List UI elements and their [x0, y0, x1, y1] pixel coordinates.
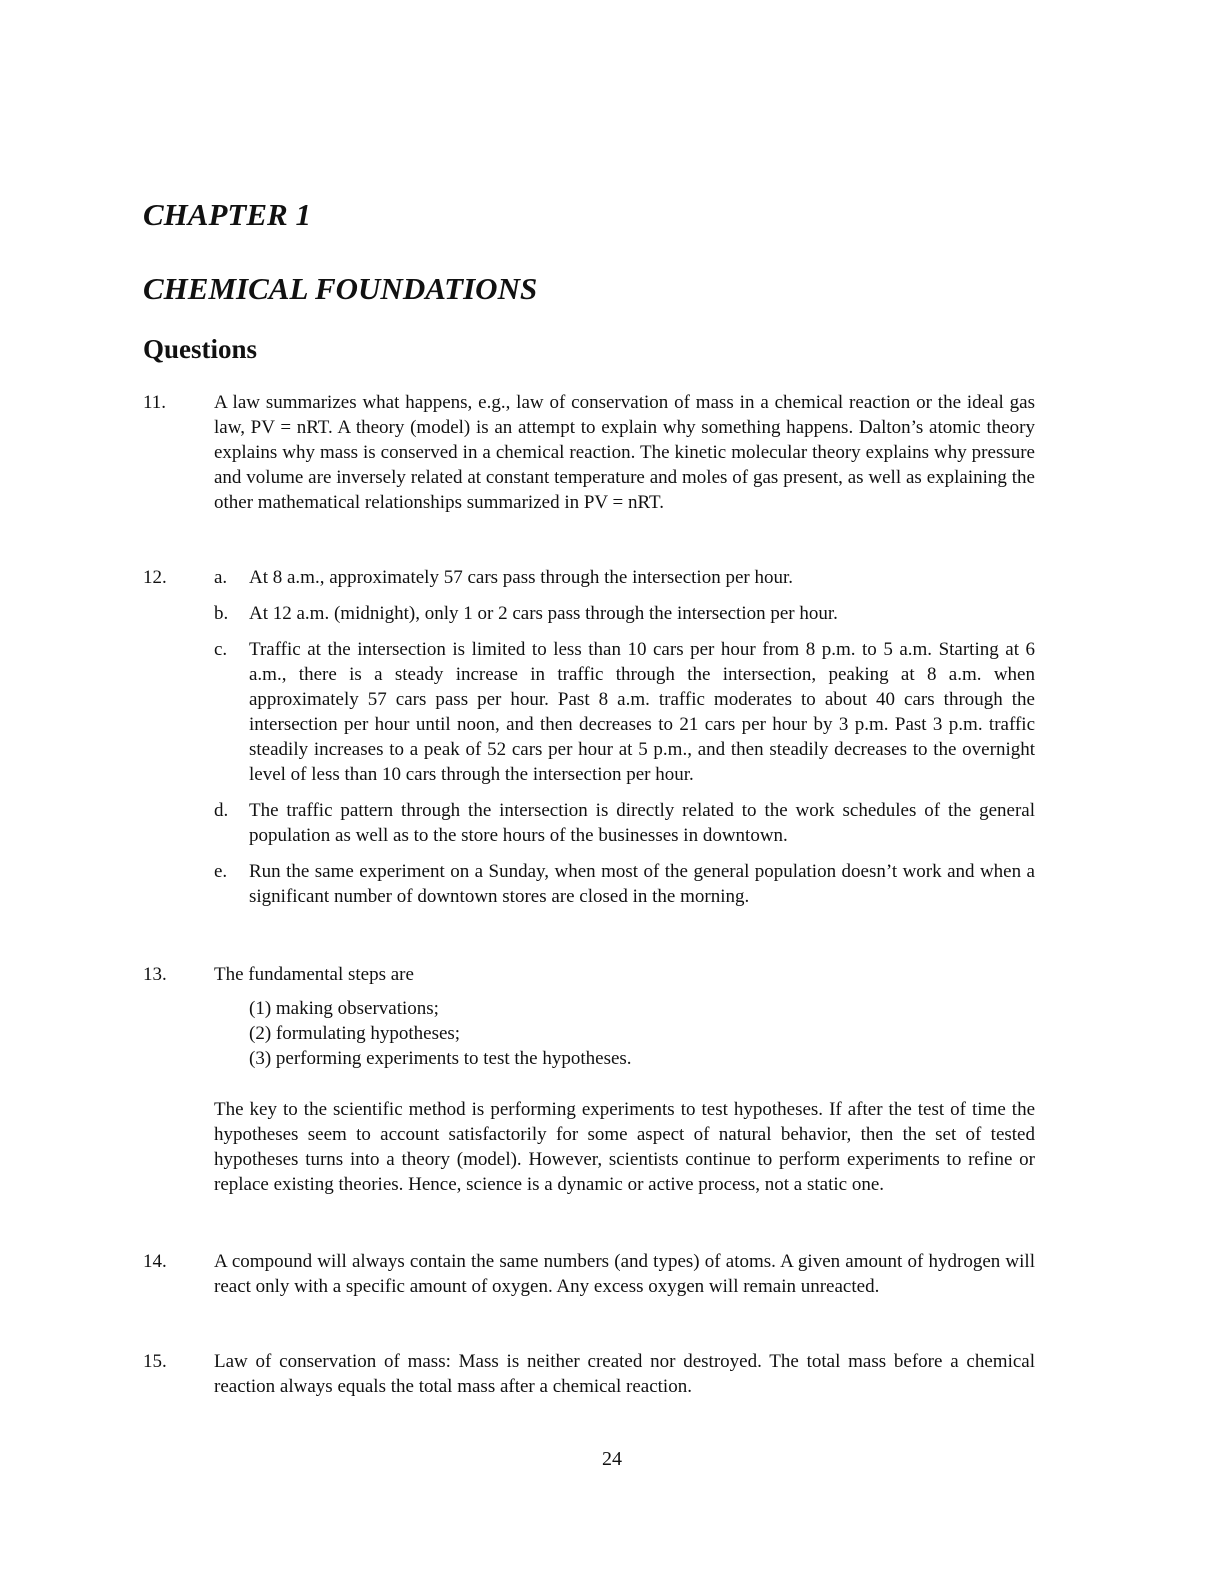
question-14 — [143, 1249, 1035, 1299]
question-conclusion: The key to the scientific method is performing experiments to test hypotheses. If after the test of time the hypotheses seem to account satisfactorily for some aspect of natural behavior, then the set of tested hypotheses turns into a theory (model). However, scientists continue to perform experiments to refine or replace existing theories. Hence, science is a dynamic or active process, not a static one. — [214, 1099, 1035, 1195]
question-15 — [143, 1349, 1035, 1399]
sub-question-e — [214, 859, 1035, 909]
page-number: 24 — [602, 1448, 622, 1470]
chapter-label: CHAPTER 1 — [143, 197, 311, 232]
sub-question-label: e. — [214, 861, 228, 882]
sub-question-text: Run the same experiment on a Sunday, when most of the general population doesn’t work and when a significant number of downtown stores are closed in the morning. — [249, 861, 1035, 907]
question-12 — [143, 565, 1035, 920]
sub-question-text: At 12 a.m. (midnight), only 1 or 2 cars pass through the intersection per hour. — [249, 603, 838, 624]
question-number: 13. — [143, 964, 167, 985]
sub-question-label: d. — [214, 800, 229, 821]
question-number: 11. — [143, 392, 167, 413]
sub-question-label: b. — [214, 603, 229, 624]
steps-list — [214, 996, 1035, 1071]
section-title: Questions — [143, 334, 258, 364]
step-item: (1) making observations; — [249, 998, 439, 1019]
question-number: 14. — [143, 1251, 167, 1272]
chapter-title: CHEMICAL FOUNDATIONS — [143, 271, 538, 306]
sub-question-a — [214, 565, 1035, 590]
step-item: (2) formulating hypotheses; — [249, 1023, 461, 1044]
sub-question-text: At 8 a.m., approximately 57 cars pass through the intersection per hour. — [249, 567, 794, 588]
sub-question-text: The traffic pattern through the intersection is directly related to the work schedules of the general population as well as to the store hours of the businesses in downtown. — [249, 800, 1035, 846]
question-number: 12. — [143, 567, 167, 588]
question-text: A compound will always contain the same numbers (and types) of atoms. A given amount of hydrogen will react only with a specific amount of oxygen. Any excess oxygen will remain unreacted. — [214, 1251, 1035, 1297]
sub-question-d — [214, 798, 1035, 848]
question-number: 15. — [143, 1351, 167, 1372]
question-text: A law summarizes what happens, e.g., law of conservation of mass in a chemical reaction or the ideal gas law, PV = nRT. A theory (model) is an attempt to explain why something happens. Dalton’s atomic theory explains why mass is conserved in a chemical reaction. The kinetic molecular theory explains why pressure and volume are inversely related at constant temperature and moles of gas present, as well as explaining the other mathematical relationships summarized in PV = nRT. — [214, 392, 1035, 513]
question-11 — [143, 390, 1035, 515]
sub-question-c — [214, 637, 1035, 787]
sub-question-label: a. — [214, 567, 228, 588]
sub-question-b — [214, 601, 1035, 626]
question-intro: The fundamental steps are — [214, 964, 414, 985]
step-item: (3) performing experiments to test the hypotheses. — [249, 1048, 632, 1069]
sub-question-label: c. — [214, 639, 228, 660]
sub-question-text: Traffic at the intersection is limited to less than 10 cars per hour from 8 p.m. to 5 a.m. Starting at 6 a.m., there is a steady increase in traffic through the intersection, peaking at 8 a.m. when approximately 57 cars pass per hour. Past 8 a.m. traffic moderates to about 40 cars through the intersection per hour until noon, and then decreases to 21 cars per hour by 3 p.m. Past 3 p.m. traffic steadily increases to a peak of 52 cars per hour at 5 p.m., and then steadily decreases to the overnight level of less than 10 cars through the intersection per hour. — [249, 639, 1035, 785]
question-13 — [143, 962, 1035, 1197]
question-text: Law of conservation of mass: Mass is neither created nor destroyed. The total mass before a chemical reaction always equals the total mass after a chemical reaction. — [214, 1351, 1035, 1397]
